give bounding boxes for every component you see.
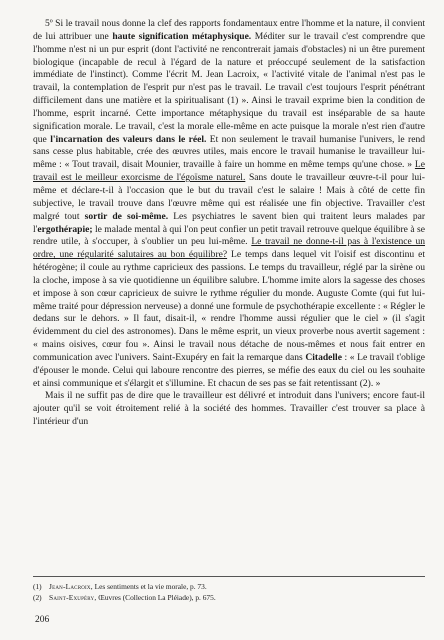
body-text bbox=[33, 18, 425, 429]
footnote-text: Œuvres (Collection La Pléiade), p. 675. bbox=[96, 592, 216, 602]
text-run: Mais il ne suffit pas de dire que le travailleur est délivré et introduit dans l'univers; encore faut-il ajouter qu'il se voit étroitement relié à la société des hommes. Travailler c'est trouver sa place à l'intérieur d'un bbox=[33, 390, 425, 428]
bold-phrase: haute signification métaphysique. bbox=[112, 30, 252, 42]
text-run: 5º Si le travail nous donne la clef des rapports fondamentaux entre l'homme et la nature, il convient de lui attribuer une bbox=[33, 18, 425, 42]
footnote-mark: (2) bbox=[33, 592, 42, 602]
text-run: Méditer sur le travail c'est comprendre que l'homme n'est ni un pur esprit (dont l'activité ne rencontrerait jamais d'obstacles) ni un être purement biologique (incapable de recul à l'égard de la nature et préoccupé seulement de la satisfaction immédiate de l'instinct). Comme l'écrit M. Jean Lacroix, « l'activité vitale de l'animal n'est pas le travail, la contemplation de l'esprit pur n'est pas le travail. Le travail c'est toujours l'esprit pénétrant difficilement dans une matière et la spiritualisant (1) ». Ainsi le travail exprime bien la condition de l'homme, esprit incarné. Cette importance métaphysique du travail est inséparable de sa haute signification morale. Le travail, c'est la morale elle-même en acte puisque la morale n'est rien d'autre que bbox=[33, 30, 425, 145]
footnote-author: Saint-Exupéry, bbox=[49, 592, 97, 602]
bold-phrase: ergothérapie; bbox=[37, 223, 93, 235]
paragraph bbox=[33, 390, 425, 429]
paragraph bbox=[33, 18, 425, 390]
footnotes bbox=[33, 576, 425, 603]
bold-phrase: l'incarnation des valeurs dans le réel. bbox=[50, 133, 207, 145]
footnote-author: Jean-Lacroix, bbox=[49, 582, 93, 591]
footnote-text: Les sentiments et la vie morale, p. 73. bbox=[92, 582, 207, 591]
footnote bbox=[33, 582, 425, 593]
bold-phrase: Citadelle bbox=[305, 351, 342, 363]
bold-phrase: sortir de soi-même. bbox=[84, 210, 169, 222]
text-run: Et non seulement le travail humanise l'univers, le rend sans cesse plus habitable, crée des œuvres utiles, mais encore le travail humanise le travailleur lui-même : « Tout travail, disait Mounier, travaille à faire un homme en même temps qu'une chose. » bbox=[33, 133, 426, 171]
text-run: Sans doute le travailleur œuvre-t-il pour lui-même et déclare-t-il à l'occasion que le but du travail c'est le salaire ! Mais à côté de cette fin subjective, le travail trouve dans l'œuvre même qui est réalisée une fin objective. Travailler c'est malgré tout bbox=[33, 172, 425, 222]
text-run: Les psychiatres le savent bien qui traitent leurs malades par l' bbox=[33, 210, 426, 235]
text-run: : « Le travail t'oblige d'épouser le monde. Celui qui laboure rencontre des pierres, se méfie des eaux du ciel ou les souhaite et ainsi communique et s'élargit et s'illumine. Et chacun de ses pas se fait retentissant (2). » bbox=[33, 351, 425, 389]
footnote bbox=[33, 593, 425, 604]
text-run: le malade mental à qui l'on peut confier un petit travail retrouve quelque équilibre à se rendre utile, à s'occuper, à s'oublier un peu lui-même. bbox=[33, 223, 425, 248]
text-run: Le temps dans lequel vit l'oisif est discontinu et hétérogène; il coule au rythme capricieux des passions. Le temps du travailleur, réglé par la sirène ou la cloche, impose à sa vie quotidienne un équilibre salubre. L'homme imite alors la sagesse des choses et impose à son cœur capricieux de suivre le rythme régulier du monde. Auguste Comte (qui fut lui-même traité pour dépression nerveuse) a donné une formule de psychothérapie excellente : « Régler le dedans sur le dehors. » Il faut, disait-il, « rendre l'homme aussi régulier que le ciel » (il s'agit évidemment du ciel des astronomes). Dans le même esprit, un vieux proverbe nous avertit sagement : « mains oisives, cœur fou ». Ainsi le travail nous détache de nous-mêmes et nous fait entrer en communication avec l'univers. Saint-Exupéry en fait la remarque dans bbox=[33, 249, 425, 363]
footnote-mark: (1) bbox=[33, 582, 42, 591]
underlined-phrase: Le travail ne donne-t-il pas à l'existence un ordre, une régularité salutaires au bon équilibre? bbox=[33, 236, 426, 261]
underlined-phrase: Le travail est le meilleur exorcisme de l'égoïsme naturel. bbox=[33, 159, 425, 184]
page-number: 206 bbox=[35, 615, 50, 625]
